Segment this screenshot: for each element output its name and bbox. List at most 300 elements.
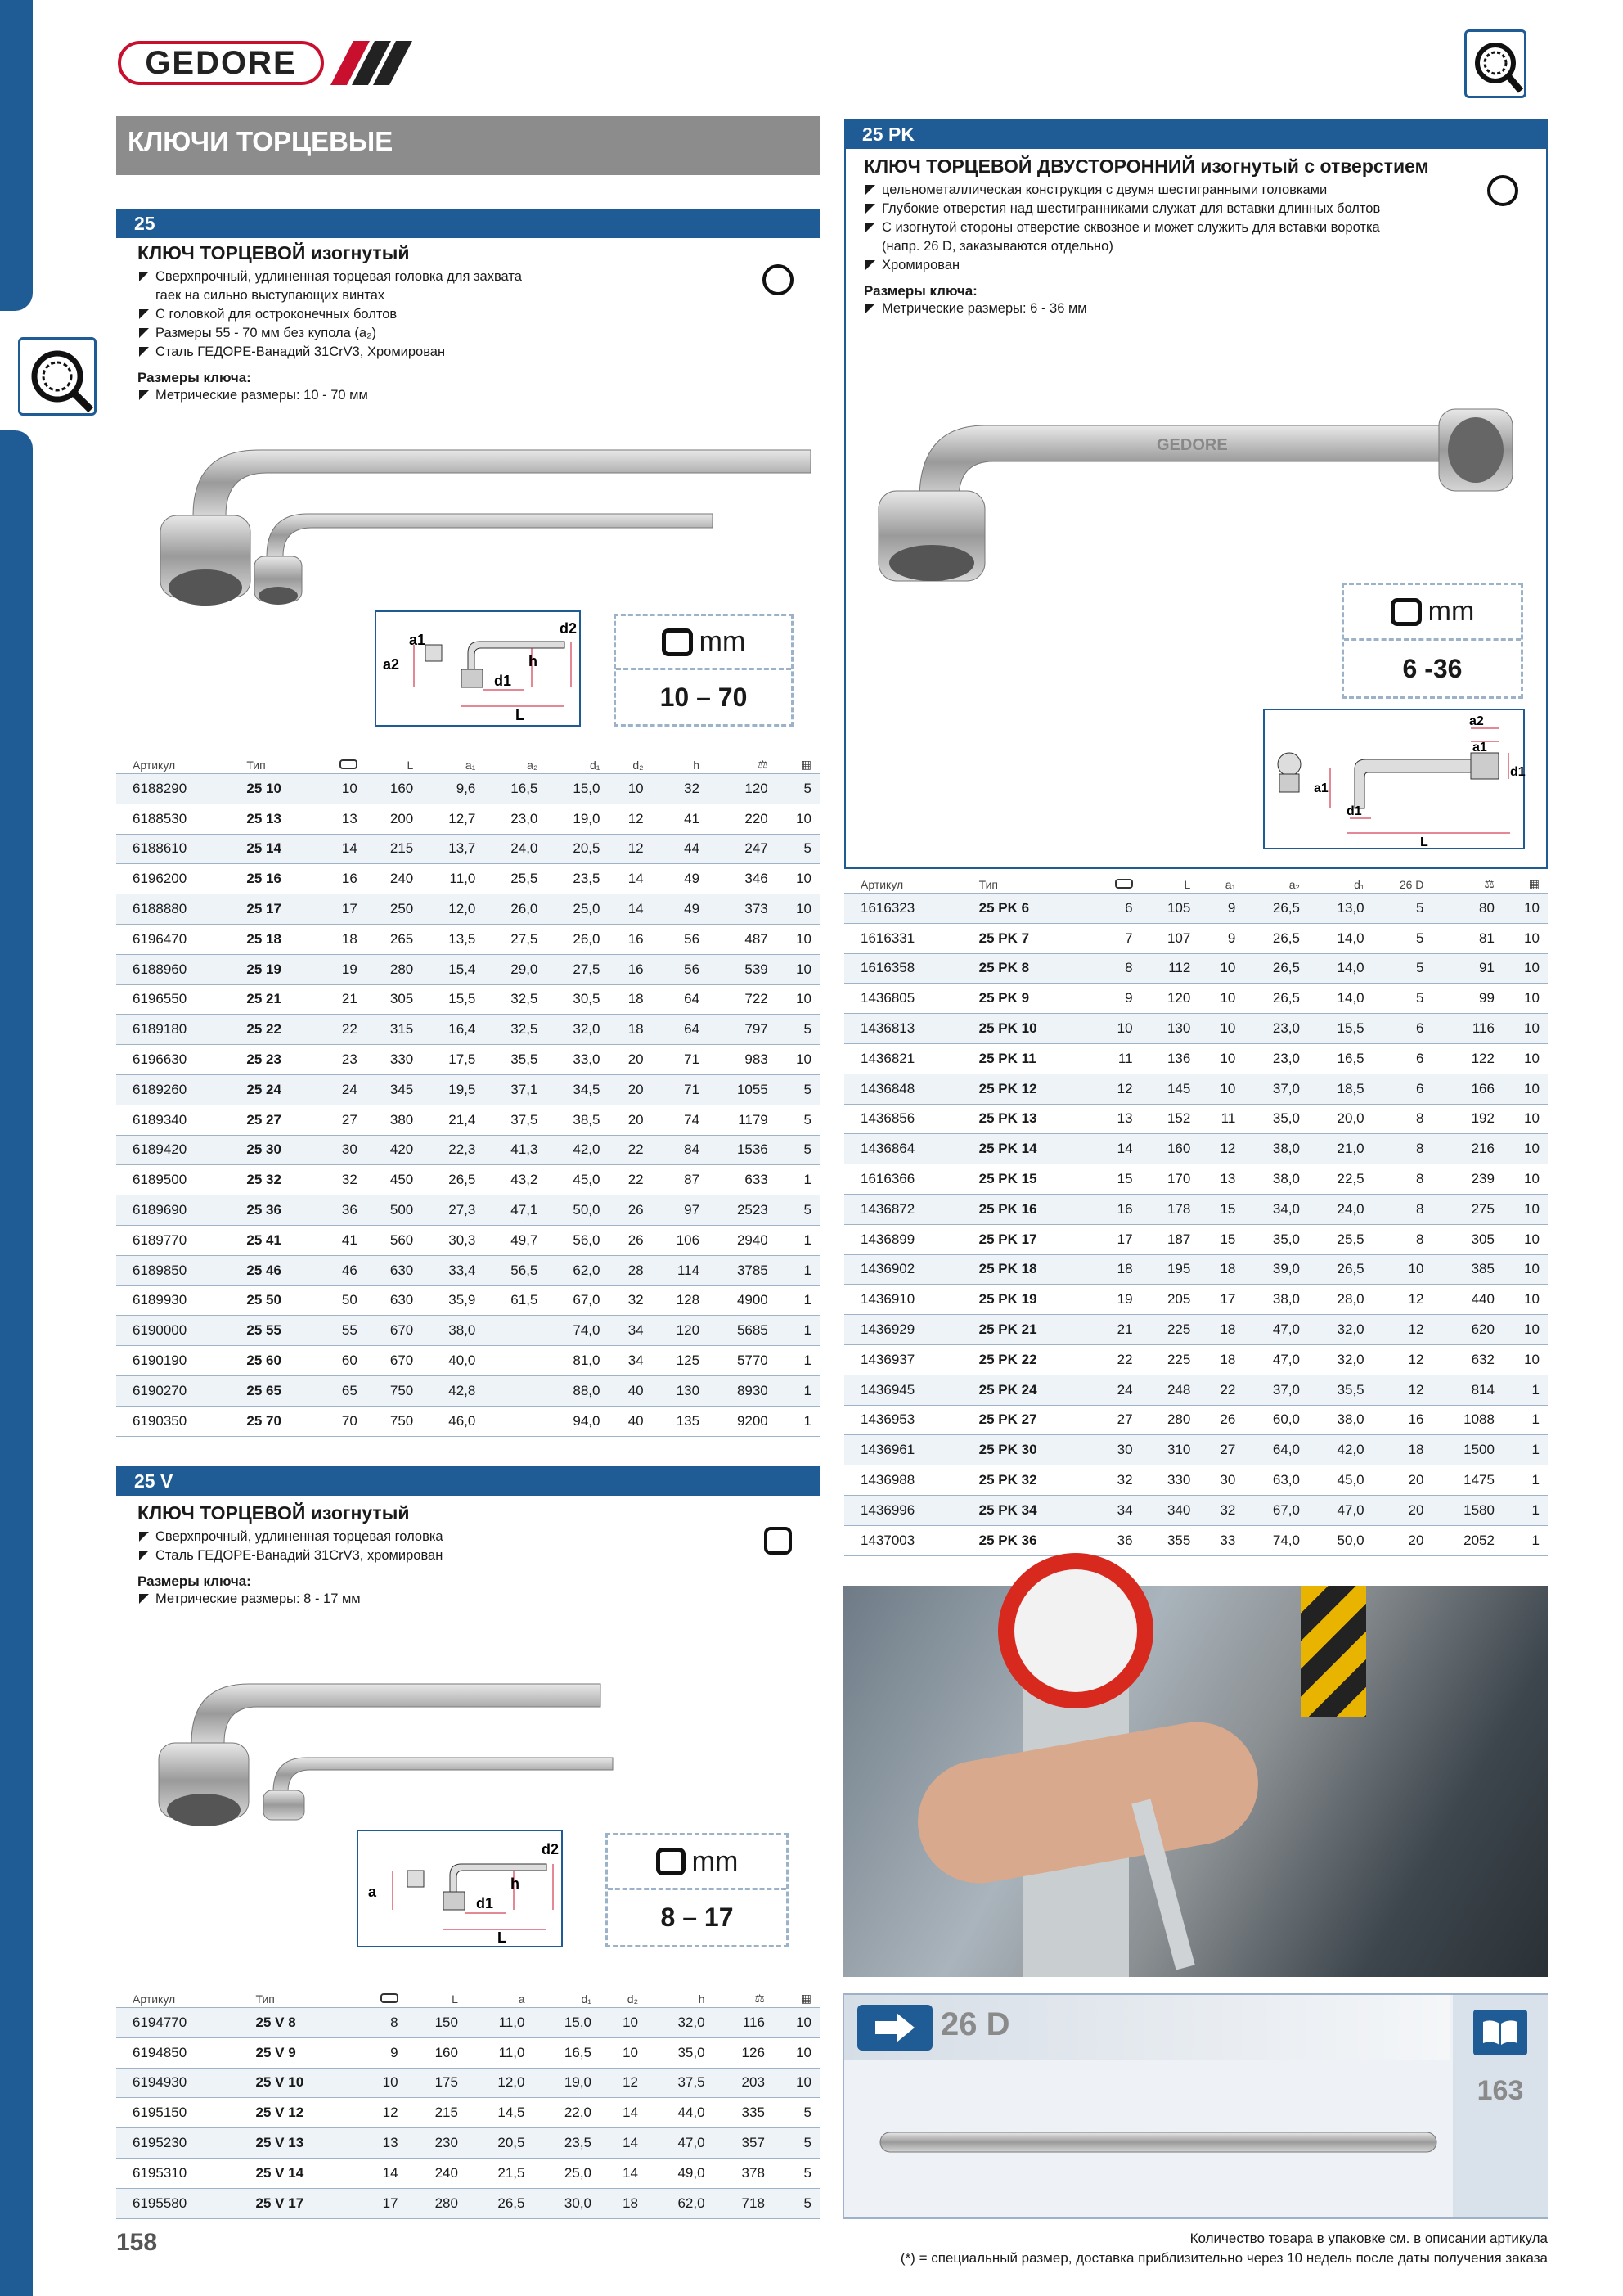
- table-cell: 6: [1373, 1043, 1432, 1074]
- article-number: 6195150: [116, 2098, 253, 2128]
- table-cell: 5: [1373, 984, 1432, 1014]
- article-number: 6195580: [116, 2188, 253, 2218]
- table-cell: 125: [652, 1346, 708, 1376]
- table-cell: 25,0: [546, 894, 608, 925]
- article-number: 1616331: [844, 923, 976, 953]
- table-cell: 30: [1091, 1435, 1140, 1465]
- page-number: 158: [116, 2229, 158, 2256]
- type-code: 25 PK 17: [976, 1224, 1092, 1254]
- article-number: 1436856: [844, 1104, 976, 1134]
- table-cell: 12: [1373, 1285, 1432, 1315]
- table-cell: 750: [366, 1375, 421, 1406]
- table-cell: 17: [355, 2188, 406, 2218]
- column-header: [776, 756, 820, 774]
- table-cell: 25,0: [533, 2158, 600, 2188]
- table-cell: 13: [355, 2128, 406, 2159]
- table-cell: 49: [652, 894, 708, 925]
- tommy-bar-illustration: [877, 2118, 1441, 2167]
- size-range-box-25pk: [1342, 583, 1523, 699]
- table-cell: 5: [776, 1195, 820, 1226]
- table-cell: 385: [1432, 1254, 1503, 1285]
- table-row: [116, 774, 820, 804]
- table-cell: 225: [1141, 1315, 1199, 1345]
- table-cell: 45,0: [546, 1165, 608, 1195]
- table-row: [116, 1316, 820, 1346]
- table-cell: 355: [1141, 1525, 1199, 1555]
- table-cell: 630: [366, 1255, 421, 1285]
- table-cell: 160: [366, 774, 421, 804]
- article-number: 6188960: [116, 954, 243, 984]
- column-header: d₁: [546, 756, 608, 774]
- column-header: a: [466, 1990, 533, 2008]
- table-cell: 60,0: [1243, 1405, 1308, 1435]
- article-number: 6188610: [116, 834, 243, 864]
- table-cell: 983: [708, 1045, 776, 1075]
- table-cell: 33,4: [421, 1255, 483, 1285]
- table-cell: 10: [1373, 1254, 1432, 1285]
- table-cell: 12: [1373, 1344, 1432, 1375]
- article-number: 6188880: [116, 894, 243, 925]
- table-cell: 32,0: [1308, 1344, 1373, 1375]
- table-cell: 9: [1091, 984, 1140, 1014]
- table-cell: 11,0: [421, 864, 483, 894]
- svg-text:d1: d1: [494, 673, 512, 689]
- table-cell: 330: [1141, 1465, 1199, 1496]
- table-row: [116, 2188, 820, 2218]
- svg-text:h: h: [528, 653, 537, 669]
- table-cell: 25,5: [1308, 1224, 1373, 1254]
- table-cell: 2523: [708, 1195, 776, 1226]
- article-number: 1437003: [844, 1525, 976, 1555]
- table-cell: 62,0: [646, 2188, 713, 2218]
- table-cell: 34,0: [1243, 1194, 1308, 1224]
- table-cell: 37,0: [1243, 1074, 1308, 1104]
- table-cell: 13,5: [421, 924, 483, 954]
- table-cell: 2940: [708, 1225, 776, 1255]
- table-cell: 40,0: [421, 1346, 483, 1376]
- article-number: 1616323: [844, 894, 976, 924]
- type-code: 25 V 14: [253, 2158, 356, 2188]
- table-cell: 32,5: [483, 984, 546, 1015]
- table-cell: 64: [652, 984, 708, 1015]
- table-cell: 16: [318, 864, 366, 894]
- table-cell: 239: [1432, 1164, 1503, 1195]
- type-code: 25 13: [243, 804, 317, 834]
- table-cell: 14: [608, 894, 651, 925]
- article-number: 6188290: [116, 774, 243, 804]
- table-cell: 1: [776, 1316, 820, 1346]
- table-cell: 18: [600, 2188, 646, 2218]
- column-header: h: [646, 1990, 713, 2008]
- table-cell: 20,5: [546, 834, 608, 864]
- table-cell: 35,5: [1308, 1375, 1373, 1405]
- svg-text:a1: a1: [1472, 741, 1487, 754]
- hex-profile-icon: [1487, 175, 1518, 206]
- table-cell: 27,5: [546, 954, 608, 984]
- crossref-page: 163: [1477, 2075, 1524, 2106]
- table-cell: 357: [713, 2128, 773, 2159]
- table-cell: 37,1: [483, 1074, 546, 1105]
- table-cell: 38,0: [1243, 1285, 1308, 1315]
- column-header: L: [407, 1990, 466, 2008]
- table-cell: 8: [1373, 1104, 1432, 1134]
- table-cell: 5: [773, 2158, 820, 2188]
- table-cell: 41: [318, 1225, 366, 1255]
- article-number: 6189340: [116, 1105, 243, 1135]
- table-cell: 440: [1432, 1285, 1503, 1315]
- table-cell: 23,0: [1243, 1014, 1308, 1044]
- type-code: 25 V 9: [253, 2037, 356, 2068]
- table-cell: 14: [355, 2158, 406, 2188]
- table-cell: 27,3: [421, 1195, 483, 1226]
- unit-label: mm: [699, 626, 746, 657]
- table-cell: 14,5: [466, 2098, 533, 2128]
- table-cell: 26: [608, 1225, 651, 1255]
- table-cell: 346: [708, 864, 776, 894]
- table-cell: 16,5: [1308, 1043, 1373, 1074]
- table-cell: 5: [773, 2188, 820, 2218]
- table-cell: 15: [1091, 1164, 1140, 1195]
- table-cell: 9: [1198, 894, 1243, 924]
- type-code: 25 32: [243, 1165, 317, 1195]
- table-cell: 37,5: [646, 2068, 713, 2098]
- table-cell: 10: [1198, 984, 1243, 1014]
- table-cell: 373: [708, 894, 776, 925]
- article-number: 6189930: [116, 1285, 243, 1316]
- table-cell: 1179: [708, 1105, 776, 1135]
- table-row: [844, 894, 1548, 924]
- section-25-title: КЛЮЧ ТОРЦЕВОЙ изогнутый: [137, 242, 410, 263]
- table-cell: 32: [1198, 1495, 1243, 1525]
- table-cell: 26: [608, 1195, 651, 1226]
- table-cell: 12: [608, 834, 651, 864]
- table-cell: 10: [1503, 1043, 1548, 1074]
- table-cell: 120: [708, 774, 776, 804]
- table-row: [116, 2068, 820, 2098]
- article-number: 6189850: [116, 1255, 243, 1285]
- table-cell: 1: [776, 1165, 820, 1195]
- table-cell: 3785: [708, 1255, 776, 1285]
- table-row: [116, 804, 820, 834]
- table-cell: 10: [773, 2037, 820, 2068]
- table-cell: 4900: [708, 1285, 776, 1316]
- table-cell: 11,0: [466, 2037, 533, 2068]
- type-code: 25 PK 27: [976, 1405, 1092, 1435]
- table-cell: 8: [1373, 1194, 1432, 1224]
- bullet: Размеры 55 - 70 мм без купола (a₂): [137, 324, 792, 343]
- table-cell: 10: [773, 2068, 820, 2098]
- table-cell: 12: [600, 2068, 646, 2098]
- table-row: [116, 1135, 820, 1165]
- article-number: 6194850: [116, 2037, 253, 2068]
- column-header: Артикул: [116, 1990, 253, 2008]
- table-cell: 23,0: [483, 804, 546, 834]
- table-cell: 41: [652, 804, 708, 834]
- table-cell: 22,0: [533, 2098, 600, 2128]
- section-25-description: [137, 242, 792, 405]
- column-header: Тип: [253, 1990, 356, 2008]
- table-cell: 1: [1503, 1375, 1548, 1405]
- table-cell: 10: [600, 2037, 646, 2068]
- table-cell: 10: [355, 2068, 406, 2098]
- package-icon: ▦: [800, 1992, 812, 2005]
- type-code: 25 PK 8: [976, 953, 1092, 984]
- table-cell: 56: [652, 954, 708, 984]
- table-cell: 47,1: [483, 1195, 546, 1226]
- column-header: [318, 756, 366, 774]
- table-cell: 280: [407, 2188, 466, 2218]
- table-row: [116, 1045, 820, 1075]
- table-cell: 10: [1198, 1043, 1243, 1074]
- type-code: 25 PK 15: [976, 1164, 1092, 1195]
- table-25: [116, 756, 820, 1437]
- type-code: 25 V 10: [253, 2068, 356, 2098]
- table-cell: 44,0: [646, 2098, 713, 2128]
- table-cell: 380: [366, 1105, 421, 1135]
- table-cell: 5685: [708, 1316, 776, 1346]
- table-cell: 330: [366, 1045, 421, 1075]
- column-header: Тип: [243, 756, 317, 774]
- type-code: 25 PK 12: [976, 1074, 1092, 1104]
- table-cell: 21,4: [421, 1105, 483, 1135]
- table-cell: 23,0: [1243, 1043, 1308, 1074]
- table-cell: 15,5: [421, 984, 483, 1015]
- table-cell: 10: [1091, 1014, 1140, 1044]
- article-number: 6190270: [116, 1375, 243, 1406]
- bullet: С головкой для остроконечных болтов: [137, 305, 792, 324]
- table-cell: 74: [652, 1105, 708, 1135]
- table-cell: 27,5: [483, 924, 546, 954]
- table-cell: 116: [713, 2008, 773, 2038]
- table-cell: 42,0: [1308, 1435, 1373, 1465]
- type-code: 25 PK 34: [976, 1495, 1092, 1525]
- table-row: [844, 1254, 1548, 1285]
- table-cell: 34: [608, 1346, 651, 1376]
- size-range: 6 -36: [1402, 653, 1463, 683]
- table-row: [844, 1375, 1548, 1405]
- table-row: [116, 954, 820, 984]
- table-cell: 32,0: [1308, 1315, 1373, 1345]
- table-cell: 345: [366, 1074, 421, 1105]
- table-cell: 1088: [1432, 1405, 1503, 1435]
- type-code: 25 41: [243, 1225, 317, 1255]
- table-cell: 15,4: [421, 954, 483, 984]
- type-code: 25 10: [243, 774, 317, 804]
- hex-size-icon: [1115, 879, 1133, 889]
- type-code: 25 55: [243, 1316, 317, 1346]
- section-25v-title: КЛЮЧ ТОРЦЕВОЙ изогнутый: [137, 1502, 410, 1524]
- article-number: 1436953: [844, 1405, 976, 1435]
- type-code: 25 PK 21: [976, 1315, 1092, 1345]
- table-cell: 670: [366, 1316, 421, 1346]
- table-cell: 43,2: [483, 1165, 546, 1195]
- hex-size-icon: [339, 759, 357, 769]
- section-25pk-title: КЛЮЧ ТОРЦЕВОЙ ДВУСТОРОННИЙ изогнутый с отверстием: [864, 155, 1429, 177]
- table-cell: 12: [1373, 1375, 1432, 1405]
- table-cell: 23,5: [533, 2128, 600, 2159]
- type-code: 25 30: [243, 1135, 317, 1165]
- table-cell: 1: [776, 1346, 820, 1376]
- column-header: [1503, 876, 1548, 894]
- table-cell: 5: [1373, 894, 1432, 924]
- table-cell: 12,0: [466, 2068, 533, 2098]
- table-row: [844, 1074, 1548, 1104]
- footer-note-2: (*) = специальный размер, доставка приблизительно через 10 недель после даты получения заказа: [900, 2250, 1548, 2266]
- sizes-text: Метрические размеры: 6 - 36 мм: [864, 299, 1518, 318]
- table-cell: 205: [1141, 1285, 1199, 1315]
- table-cell: 32,0: [546, 1015, 608, 1045]
- table-cell: 378: [713, 2158, 773, 2188]
- table-cell: 20,5: [466, 2128, 533, 2159]
- table-row: [116, 1285, 820, 1316]
- table-cell: 23,5: [546, 864, 608, 894]
- type-code: 25 19: [243, 954, 317, 984]
- table-cell: 13: [1198, 1164, 1243, 1195]
- table-cell: 60: [318, 1346, 366, 1376]
- table-cell: 30,0: [533, 2188, 600, 2218]
- svg-text:L: L: [1420, 835, 1428, 849]
- table-cell: 126: [713, 2037, 773, 2068]
- type-code: 25 PK 30: [976, 1435, 1092, 1465]
- column-header: 26 D: [1373, 876, 1432, 894]
- table-cell: 2052: [1432, 1525, 1503, 1555]
- column-header: [713, 1990, 773, 2008]
- table-cell: 178: [1141, 1194, 1199, 1224]
- section-25-header: 25: [116, 209, 820, 238]
- table-cell: [483, 1316, 546, 1346]
- table-cell: 46,0: [421, 1406, 483, 1436]
- table-cell: 10: [1503, 923, 1548, 953]
- table-cell: 35,9: [421, 1285, 483, 1316]
- svg-text:d2: d2: [560, 620, 578, 637]
- table-cell: 56: [652, 924, 708, 954]
- table-cell: 10: [1503, 1194, 1548, 1224]
- article-number: 6195310: [116, 2158, 253, 2188]
- table-cell: 215: [407, 2098, 466, 2128]
- table-cell: 12: [608, 804, 651, 834]
- table-cell: 5: [773, 2128, 820, 2159]
- table-cell: 14,0: [1308, 923, 1373, 953]
- table-cell: 10: [776, 804, 820, 834]
- table-cell: 64,0: [1243, 1435, 1308, 1465]
- table-cell: 240: [366, 864, 421, 894]
- hex-icon: [662, 628, 693, 656]
- table-cell: 10: [1198, 953, 1243, 984]
- svg-text:d1: d1: [1510, 765, 1526, 779]
- table-cell: 280: [1141, 1405, 1199, 1435]
- table-cell: 10: [1198, 1014, 1243, 1044]
- table-row: [116, 1015, 820, 1045]
- article-number: 6189420: [116, 1135, 243, 1165]
- sizes-label: Размеры ключа:: [137, 1573, 251, 1589]
- table-cell: 305: [1432, 1224, 1503, 1254]
- edge-tab-bottom: [0, 430, 33, 2296]
- size-range: 10 – 70: [659, 682, 748, 712]
- type-code: 25 60: [243, 1346, 317, 1376]
- table-cell: 19,0: [533, 2068, 600, 2098]
- type-code: 25 PK 19: [976, 1285, 1092, 1315]
- article-number: 1436937: [844, 1344, 976, 1375]
- table-cell: [483, 1346, 546, 1376]
- engraved-brand: GEDORE: [1157, 436, 1228, 454]
- table-cell: 30,5: [546, 984, 608, 1015]
- table-cell: 8: [1373, 1134, 1432, 1164]
- bullet: Сверхпрочный, удлиненная торцевая головка: [137, 1528, 792, 1546]
- table-cell: 17: [318, 894, 366, 925]
- table-cell: 1475: [1432, 1465, 1503, 1496]
- table-cell: 19: [318, 954, 366, 984]
- table-cell: 10: [1503, 1315, 1548, 1345]
- sizes-label: Размеры ключа:: [864, 283, 978, 299]
- table-cell: 175: [407, 2068, 466, 2098]
- article-number: 1436848: [844, 1074, 976, 1104]
- article-number: 6190190: [116, 1346, 243, 1376]
- table-cell: 9: [1198, 923, 1243, 953]
- table-row: [844, 1344, 1548, 1375]
- table-cell: 14: [1091, 1134, 1140, 1164]
- article-number: 6196200: [116, 864, 243, 894]
- article-number: 6196630: [116, 1045, 243, 1075]
- article-number: 6194930: [116, 2068, 253, 2098]
- table-cell: 30,3: [421, 1225, 483, 1255]
- type-code: 25 36: [243, 1195, 317, 1226]
- table-cell: 5: [776, 1074, 820, 1105]
- column-header: Артикул: [116, 756, 243, 774]
- table-cell: 10: [1503, 1104, 1548, 1134]
- article-number: 6189180: [116, 1015, 243, 1045]
- table-cell: 12: [1373, 1315, 1432, 1345]
- hex-icon: [1391, 598, 1422, 626]
- table-row: [116, 1255, 820, 1285]
- type-code: 25 PK 18: [976, 1254, 1092, 1285]
- gedore-logo: [118, 39, 412, 87]
- table-cell: 20: [1373, 1495, 1432, 1525]
- table-cell: 18: [318, 924, 366, 954]
- type-code: 25 50: [243, 1285, 317, 1316]
- article-number: 1436872: [844, 1194, 976, 1224]
- table-row: [116, 1195, 820, 1226]
- type-code: 25 17: [243, 894, 317, 925]
- type-code: 25 PK 11: [976, 1043, 1092, 1074]
- article-number: 1436805: [844, 984, 976, 1014]
- table-cell: 26,5: [421, 1165, 483, 1195]
- table-row: [116, 1406, 820, 1436]
- table-row: [116, 1346, 820, 1376]
- table-cell: 29,0: [483, 954, 546, 984]
- table-cell: 47,0: [1308, 1495, 1373, 1525]
- table-cell: 26,5: [1243, 894, 1308, 924]
- table-cell: 15,0: [533, 2008, 600, 2038]
- article-number: 6196550: [116, 984, 243, 1015]
- table-cell: 539: [708, 954, 776, 984]
- svg-text:h: h: [510, 1875, 519, 1892]
- table-row: [116, 1074, 820, 1105]
- table-cell: 87: [652, 1165, 708, 1195]
- table-row: [844, 1104, 1548, 1134]
- table-row: [116, 924, 820, 954]
- table-cell: 33,0: [546, 1045, 608, 1075]
- table-cell: 10: [1198, 1074, 1243, 1104]
- table-cell: 26,0: [483, 894, 546, 925]
- table-row: [844, 1405, 1548, 1435]
- table-cell: 1536: [708, 1135, 776, 1165]
- table-cell: 160: [407, 2037, 466, 2068]
- article-number: 1616358: [844, 953, 976, 984]
- table-cell: 62,0: [546, 1255, 608, 1285]
- table-cell: 45,0: [1308, 1465, 1373, 1496]
- table-cell: 275: [1432, 1194, 1503, 1224]
- table-row: [844, 1194, 1548, 1224]
